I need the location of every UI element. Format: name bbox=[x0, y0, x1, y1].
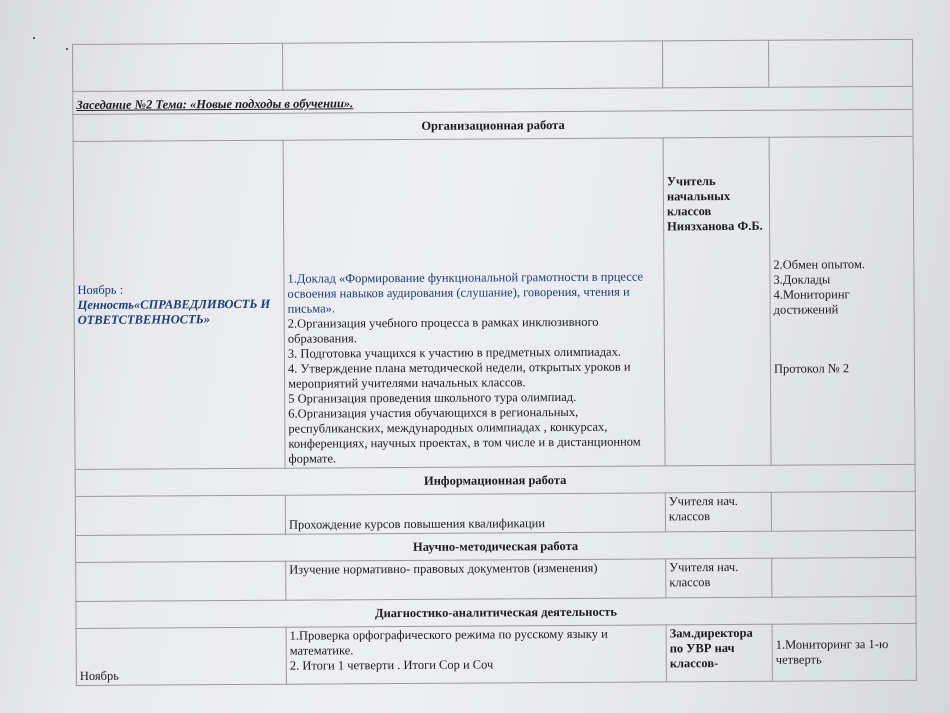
task-item: 4. Утверждение плана методической недели, открытых уроков и мероприятий учителями начальных классов. bbox=[287, 359, 631, 391]
task-item: 1.Доклад «Формирование функциональной грамотности в прцессе освоения навыков аудирования (слушание), говорения, чтения и письма». bbox=[287, 269, 644, 316]
speck bbox=[33, 37, 35, 39]
results-cell bbox=[769, 136, 915, 465]
month-label: Ноябрь : bbox=[77, 282, 124, 297]
responsible-cell: Учителя нач. классов bbox=[665, 492, 771, 532]
table-cell bbox=[768, 39, 912, 87]
value-label: Ценность«СПРАВЕДЛИВОСТЬ И ОТВЕТСТВЕННОСТЬ» bbox=[77, 296, 271, 327]
speck bbox=[66, 48, 68, 50]
responsible-cell: Зам.директора по УВР нач классов- bbox=[666, 624, 772, 682]
section-org-title: Организационная работа bbox=[73, 109, 913, 141]
task-item: 5 Организация проведения школьного тура олимпиад. bbox=[288, 389, 577, 406]
section-diag-title: Диагностико-аналитическая деятельность bbox=[76, 596, 916, 628]
task-item: 2. Итоги 1 четверти . Итоги Сор и Соч bbox=[289, 657, 494, 673]
result-item: 4.Мониторинг достижений bbox=[773, 287, 850, 317]
meeting-title: Заседание №2 Тема: «Новые подходы в обучении». bbox=[73, 86, 913, 114]
table-row bbox=[76, 557, 916, 601]
responsible-cell: Учителя нач. классов bbox=[666, 558, 772, 598]
result-cell: 1.Мониторинг за 1-ю четверть bbox=[772, 623, 916, 681]
task-item: 2.Организация учебного процесса в рамках инклюзивного образования. bbox=[287, 314, 599, 346]
task-item: 6.Организация участия обучающихся в региональных, республиканских, международных олимпиадах , конкурсах, конференциях, научных проектах, в том числе и в дистанционном формате. bbox=[288, 404, 641, 466]
task-cell: Изучение нормативно- правовых документов (изменения) bbox=[286, 559, 666, 600]
responsible-cell: Учитель начальных классов Ниязханова Ф.Б. bbox=[663, 137, 771, 466]
table-cell bbox=[772, 557, 916, 597]
table-cell bbox=[662, 40, 768, 88]
result-item: 3.Доклады bbox=[773, 272, 831, 287]
task-item: 3. Подготовка учащихся к участию в предметных олимпиадах. bbox=[287, 344, 622, 361]
table-cell bbox=[771, 491, 915, 531]
month-cell: Ноябрь bbox=[76, 627, 286, 685]
table-row bbox=[73, 39, 913, 91]
section-info-title: Информационная работа bbox=[75, 464, 915, 496]
protocol-label: Протокол № 2 bbox=[773, 361, 850, 376]
table-cell bbox=[75, 495, 285, 535]
task-item: 1.Проверка орфографического режима по русскому языку и математике. bbox=[289, 626, 608, 658]
tasks-cell bbox=[286, 625, 666, 684]
month-cell bbox=[73, 140, 285, 469]
section-science-title: Научно-методическая работа bbox=[76, 530, 916, 562]
task-cell: Прохождение курсов повышения квалификации bbox=[285, 493, 665, 534]
table-row bbox=[76, 623, 916, 685]
result-item: 2.Обмен опытом. bbox=[773, 257, 866, 272]
table-row bbox=[73, 136, 915, 469]
table-cell bbox=[73, 43, 283, 91]
table-cell bbox=[282, 41, 662, 90]
tasks-cell bbox=[283, 138, 665, 468]
table-row bbox=[75, 491, 915, 535]
plan-table bbox=[72, 39, 917, 686]
table-cell bbox=[76, 561, 286, 601]
